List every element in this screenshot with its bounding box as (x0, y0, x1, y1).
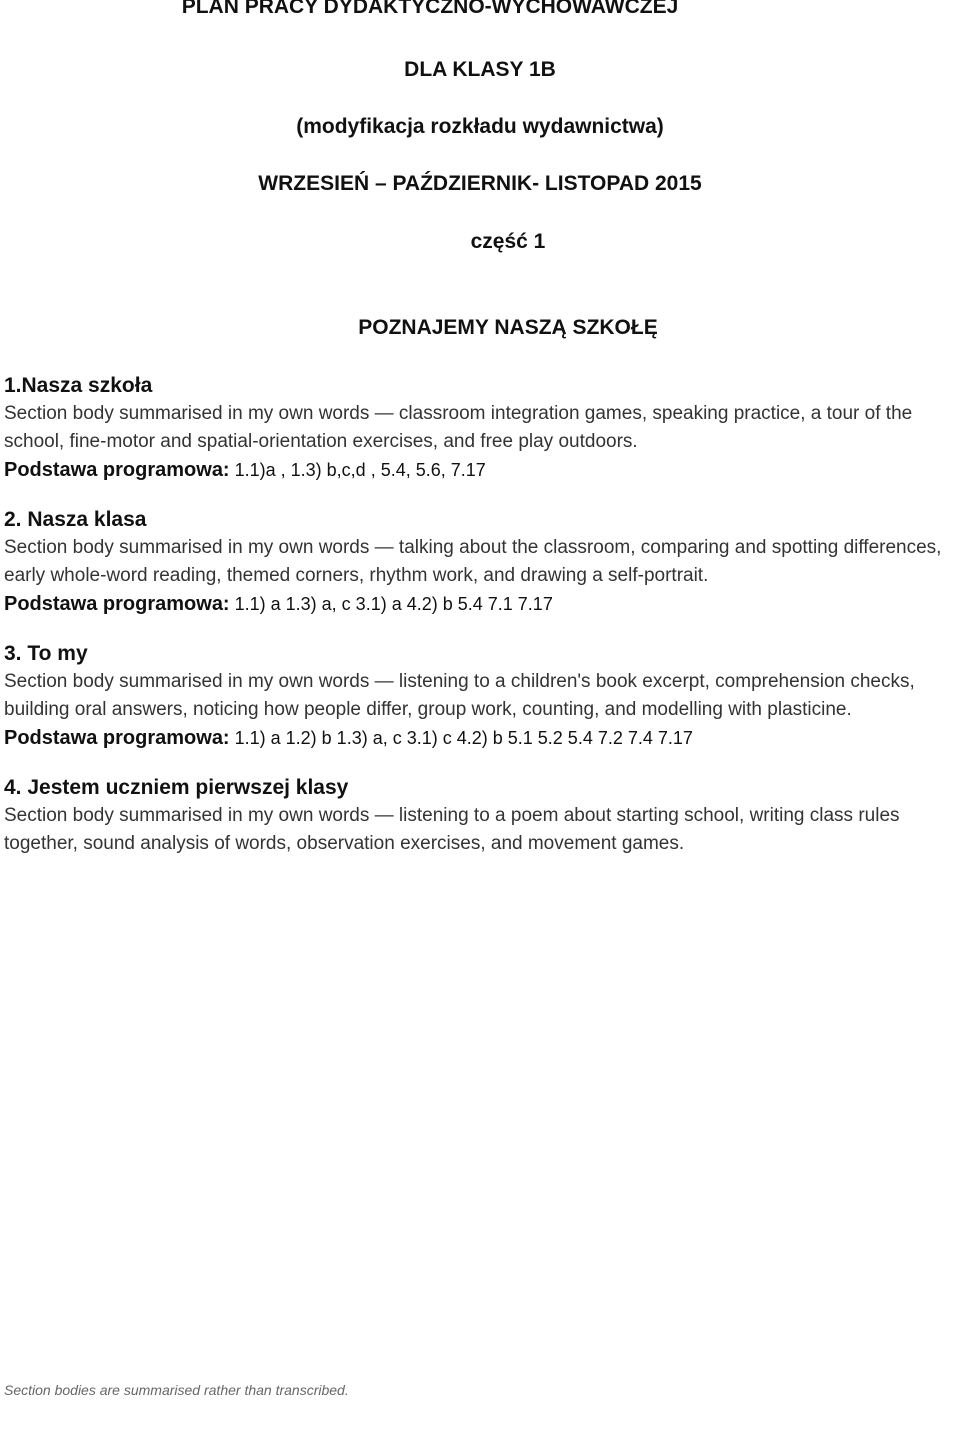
section-heading: 1.Nasza szkoła (4, 374, 153, 397)
section-1 (4, 372, 954, 484)
date-range: WRZESIEŃ – PAŹDZIERNIK- LISTOPAD 2015 (258, 172, 702, 195)
curriculum-basis-codes: 1.1) a 1.3) a, c 3.1) a 4.2) b 5.4 7.1 7.17 (234, 594, 553, 614)
section-summary: Section body summarised in my own words — talking about the classroom, comparing and spotting differences, early whole-word reading, themed corners, rhythm work, and drawing a self-portrait. (4, 537, 942, 586)
section-3 (4, 640, 954, 752)
section-summary: Section body summarised in my own words — listening to a poem about starting school, writing class rules together, sound analysis of words, observation exercises, and movement games. (4, 805, 900, 854)
part-label: część 1 (470, 230, 546, 253)
section-heading: 2. Nasza klasa (4, 508, 147, 531)
sections-list (4, 372, 954, 880)
summary-note: Section bodies are summarised rather than transcribed. (4, 1382, 349, 1398)
section-4 (4, 774, 954, 858)
section-summary: Section body summarised in my own words — classroom integration games, speaking practice, a tour of the school, fine-motor and spatial-orientation exercises, and free play outdoors. (4, 403, 913, 452)
section-heading: 3. To my (4, 642, 88, 665)
class-name: DLA KLASY 1B (404, 58, 556, 81)
document-subtitle: (modyfikacja rozkładu wydawnictwa) (296, 115, 664, 138)
section-summary: Section body summarised in my own words — listening to a children's book excerpt, comprehension checks, building oral answers, noticing how people differ, group work, counting, and modelling with plasticine. (4, 671, 915, 720)
curriculum-basis (4, 456, 954, 484)
section-heading: 4. Jestem uczniem pierwszej klasy (4, 776, 349, 799)
section-2 (4, 506, 954, 618)
curriculum-basis-label: Podstawa programowa: (4, 459, 230, 481)
curriculum-basis (4, 590, 954, 618)
curriculum-basis-label: Podstawa programowa: (4, 727, 230, 749)
curriculum-basis-label: Podstawa programowa: (4, 593, 230, 615)
document-title: PLAN PRACY DYDAKTYCZNO-WYCHOWAWCZEJ (181, 0, 679, 18)
curriculum-basis-codes: 1.1)a , 1.3) b,c,d , 5.4, 5.6, 7.17 (234, 460, 486, 480)
curriculum-basis (4, 724, 954, 752)
curriculum-basis-codes: 1.1) a 1.2) b 1.3) a, c 3.1) c 4.2) b 5.1 5.2 5.4 7.2 7.4 7.17 (234, 728, 693, 748)
theme-title: POZNAJEMY NASZĄ SZKOŁĘ (358, 316, 658, 339)
